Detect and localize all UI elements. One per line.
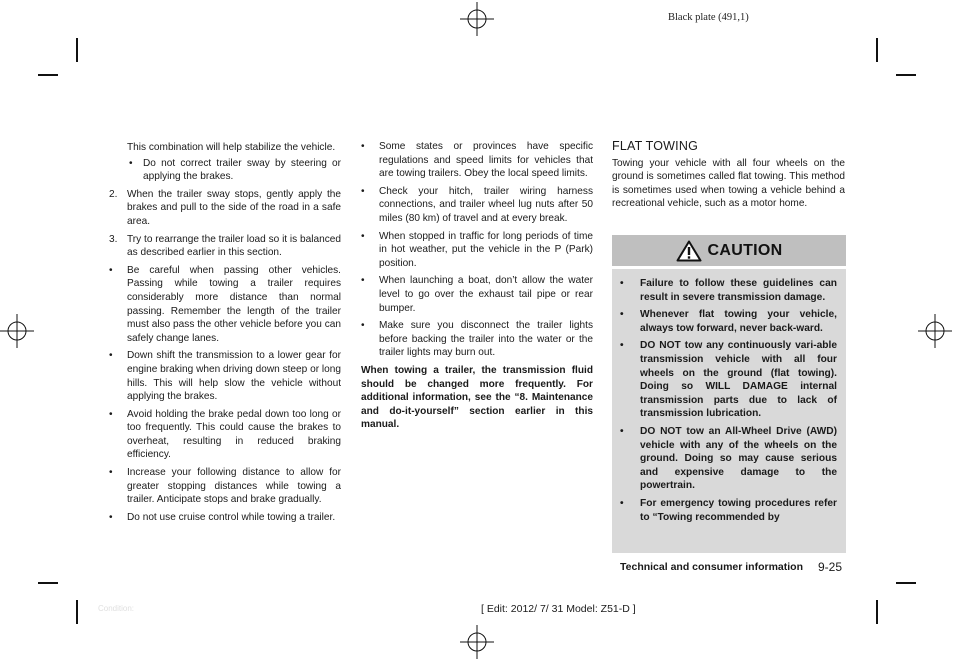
numbered-item bbox=[109, 233, 341, 260]
bullet-item: • Do not use cruise control while towing a trailer. bbox=[109, 511, 341, 525]
numbered-item bbox=[109, 188, 341, 229]
item-text: When the trailer sway stops, gently apply the brakes and pull to the side of the road in a safe area. bbox=[127, 188, 341, 227]
caution-label: CAUTION bbox=[707, 241, 783, 259]
crop-mark-bottom-right-h bbox=[896, 582, 916, 584]
intro-text: This combination will help stabilize the vehicle. bbox=[127, 142, 336, 153]
crop-mark-top-left-h bbox=[38, 74, 58, 76]
item-number: 2. bbox=[109, 188, 118, 200]
crop-mark-top-right-h bbox=[896, 74, 916, 76]
caution-item: • Failure to follow these guidelines can result in severe transmission damage. bbox=[620, 277, 837, 304]
bullet-item: • When stopped in traffic for long periods of time in hot weather, put the vehicle in the P (Park) position. bbox=[361, 230, 593, 271]
intro-sub-bullet: • Do not correct trailer sway by steering or applying the brakes. bbox=[127, 157, 341, 184]
bullet-item: • Make sure you disconnect the trailer lights before backing the trailer into the water or the trailer lights may burn out. bbox=[361, 319, 593, 360]
transmission-note: When towing a trailer, the transmission fluid should be changed more frequently. For additional information, see the “8. Maintenance and do-it-yourself” section earlier in this manual. bbox=[361, 364, 593, 431]
crop-mark-bottom-left-v bbox=[76, 600, 78, 624]
caution-item: • Whenever flat towing your vehicle, always tow forward, never back-ward. bbox=[620, 308, 837, 335]
item-text: Try to rearrange the trailer load so it is balanced as described earlier in this section. bbox=[127, 233, 341, 259]
condition-ghost-text: Condition: bbox=[98, 604, 135, 613]
intro-block bbox=[109, 141, 341, 184]
caution-item: • DO NOT tow an All-Wheel Drive (AWD) vehicle with any of the wheels on the ground. Doing so may cause serious and expensive damage to the powertrain. bbox=[620, 425, 837, 493]
registration-mark-right-icon bbox=[918, 314, 952, 348]
registration-mark-bottom-icon bbox=[460, 625, 494, 659]
bullet-item: • Check your hitch, trailer wiring harness connections, and trailer wheel lug nuts after 50 miles (80 km) of travel and at every break. bbox=[361, 185, 593, 226]
crop-mark-bottom-left-h bbox=[38, 582, 58, 584]
crop-mark-top-left-v bbox=[76, 38, 78, 62]
page-number: 9-25 bbox=[818, 560, 843, 574]
bullet-item: • Down shift the transmission to a lower gear for engine braking when driving down steep or long hills. This will help slow the vehicle without applying the brakes. bbox=[109, 349, 341, 403]
crop-mark-bottom-right-v bbox=[876, 600, 878, 624]
caution-item: • For emergency towing procedures refer to “Towing recommended by bbox=[620, 497, 837, 524]
bullet-item: • Be careful when passing other vehicles. Passing while towing a trailer requires considerably more distance than normal passing. Remember the length of the trailer must also pass the other vehicle before you can safely change lanes. bbox=[109, 264, 341, 346]
right-column bbox=[612, 140, 845, 211]
flat-towing-paragraph: Towing your vehicle with all four wheels on the ground is sometimes called flat towing. This method is sometimes used when towing a vehicle behind a recreational vehicle, such as a motor home. bbox=[612, 157, 845, 210]
caution-header bbox=[612, 235, 846, 266]
caution-body bbox=[612, 269, 846, 553]
footer-section-name: Technical and consumer information bbox=[620, 561, 804, 573]
item-number: 3. bbox=[109, 233, 118, 245]
bullet-item: • Avoid holding the brake pedal down too long or too frequently. This could cause the brakes to overheat, resulting in reduced braking efficiency. bbox=[109, 408, 341, 462]
crop-mark-top-right-v bbox=[876, 38, 878, 62]
left-column bbox=[109, 141, 341, 528]
section-title: FLAT TOWING bbox=[612, 139, 699, 153]
edit-info: [ Edit: 2012/ 7/ 31 Model: Z51-D ] bbox=[481, 603, 636, 615]
middle-column bbox=[361, 140, 593, 432]
plate-label: Black plate (491,1) bbox=[668, 12, 749, 23]
warning-triangle-icon bbox=[676, 240, 702, 262]
bullet-item: • When launching a boat, don’t allow the water level to go over the exhaust tail pipe or rear bumper. bbox=[361, 274, 593, 315]
caution-item: • DO NOT tow any continuously vari-able transmission vehicle with all four wheels on the ground (flat towing). Doing so WILL DAMAGE internal transmission parts due to lack of transmission lubrication. bbox=[620, 339, 837, 421]
registration-mark-top-icon bbox=[460, 2, 494, 36]
registration-mark-left-icon bbox=[0, 314, 34, 348]
bullet-item: • Some states or provinces have specific regulations and speed limits for vehicles that are towing trailers. Obey the local speed limits. bbox=[361, 140, 593, 181]
bullet-item: • Increase your following distance to allow for greater stopping distances while towing a trailer. Anticipate stops and brake gradually. bbox=[109, 466, 341, 507]
